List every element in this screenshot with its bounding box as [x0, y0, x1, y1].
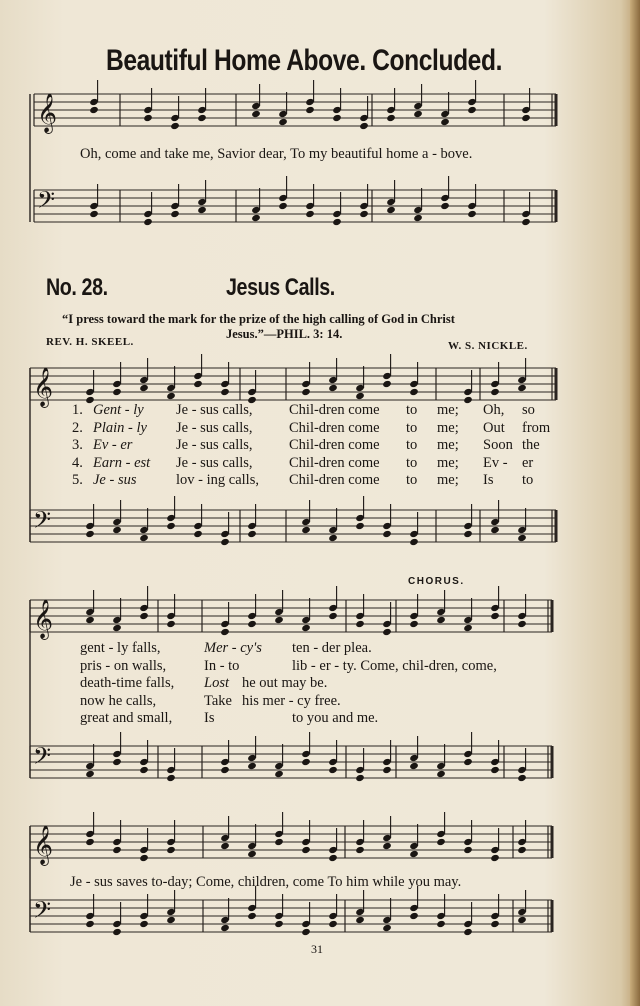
verse-number: 2. — [72, 419, 83, 436]
epigraph-line1: “I press toward the mark for the prize of the high calling of God in Christ — [62, 312, 455, 326]
verse-word: me; — [437, 454, 459, 471]
hymn-title: Jesus Calls. — [226, 274, 335, 301]
author-credit: REV. H. SKEEL. — [46, 336, 134, 348]
verse-first-word: Earn - est — [93, 454, 151, 471]
verse-word: Chil-dren come — [289, 419, 380, 436]
verse-number: 1. — [72, 402, 83, 418]
verse-word: to — [406, 437, 418, 453]
verse-word: me; — [437, 472, 459, 488]
verse-word: from — [522, 419, 551, 436]
verse-word: to — [522, 472, 534, 488]
verse-word: Ev - — [483, 454, 508, 471]
verse-word: Is — [483, 472, 494, 488]
verse-number: 3. — [72, 437, 83, 453]
verse-word: Chil-dren come — [289, 454, 380, 471]
continuation-word: pris - on walls, — [80, 657, 167, 674]
epigraph-line2: Jesus.”—PHIL. 3: 14. — [226, 327, 343, 341]
verse-word: Out — [483, 419, 505, 436]
continuation-word: gent - ly falls, — [80, 640, 161, 656]
verse-word: to — [406, 419, 418, 436]
svg-text:𝄞: 𝄞 — [33, 367, 54, 407]
verse-word: Je - sus calls, — [176, 402, 253, 418]
continuation-word: Mer - cy's — [204, 640, 262, 656]
svg-text:𝄢: 𝄢 — [33, 742, 52, 775]
continuation-word: ten - der plea. — [292, 640, 372, 656]
svg-text:𝄢: 𝄢 — [37, 186, 56, 219]
verse-word: the — [522, 437, 540, 453]
continuation-word: Take — [204, 692, 232, 709]
verse-word: Oh, — [483, 402, 505, 418]
continuation-word: Lost — [204, 675, 229, 691]
verse-word: to — [406, 454, 418, 471]
continuation-word: now he calls, — [80, 692, 157, 709]
verse-word: me; — [437, 419, 459, 436]
continuation-word: great and small, — [80, 710, 173, 726]
page-number: 31 — [311, 942, 323, 956]
verse-number: 4. — [72, 454, 83, 471]
final-lyric: Je - sus saves to-day; Come, children, come To him while you may. — [70, 874, 462, 890]
verse-word: me; — [437, 437, 459, 453]
verse-first-word: Ev - er — [93, 437, 133, 453]
verse-first-word: Gent - ly — [93, 402, 144, 418]
continuation-word: death-time falls, — [80, 675, 175, 691]
svg-text:𝄢: 𝄢 — [33, 506, 52, 539]
verse-first-word: Plain - ly — [93, 419, 147, 436]
verse-word: Je - sus calls, — [176, 437, 253, 453]
verse-word: Je - sus calls, — [176, 454, 253, 471]
verse-word: Je - sus calls, — [176, 419, 253, 436]
verse-number: 5. — [72, 472, 83, 488]
hymn-number: No. 28. — [46, 274, 108, 301]
verse-first-word: Je - sus — [93, 472, 137, 488]
continuation-word: his mer - cy free. — [242, 692, 341, 709]
continuation-word: In - to — [204, 657, 240, 674]
verse-word: er — [522, 454, 534, 471]
verse-word: Chil-dren come — [289, 437, 380, 453]
verse-word: so — [522, 402, 535, 418]
verse-word: Chil-dren come — [289, 402, 380, 418]
verse-word: to — [406, 472, 418, 488]
verse-word: Soon — [483, 437, 513, 453]
section1-lyric: Oh, come and take me, Savior dear, To my beautiful home a - bove. — [80, 146, 473, 162]
svg-text:𝄞: 𝄞 — [37, 93, 58, 133]
continuation-word: lib - er - ty. Come, chil-dren, come, — [292, 657, 497, 674]
verse-word: to — [406, 402, 418, 418]
verse-word: Chil-dren come — [289, 472, 380, 488]
svg-text:𝄞: 𝄞 — [33, 825, 54, 865]
chorus-label: CHORUS. — [408, 576, 465, 587]
verse-word: me; — [437, 402, 459, 418]
verse-word: lov - ing calls, — [176, 472, 259, 488]
continuation-word: Is — [204, 710, 215, 726]
continuation-word: to you and me. — [292, 710, 379, 726]
continuation-word: he out may be. — [242, 675, 328, 691]
composer-credit: W. S. NICKLE. — [448, 340, 528, 352]
page-title: Beautiful Home Above. Concluded. — [106, 44, 503, 77]
svg-text:𝄢: 𝄢 — [33, 896, 52, 929]
svg-text:𝄞: 𝄞 — [33, 599, 54, 639]
